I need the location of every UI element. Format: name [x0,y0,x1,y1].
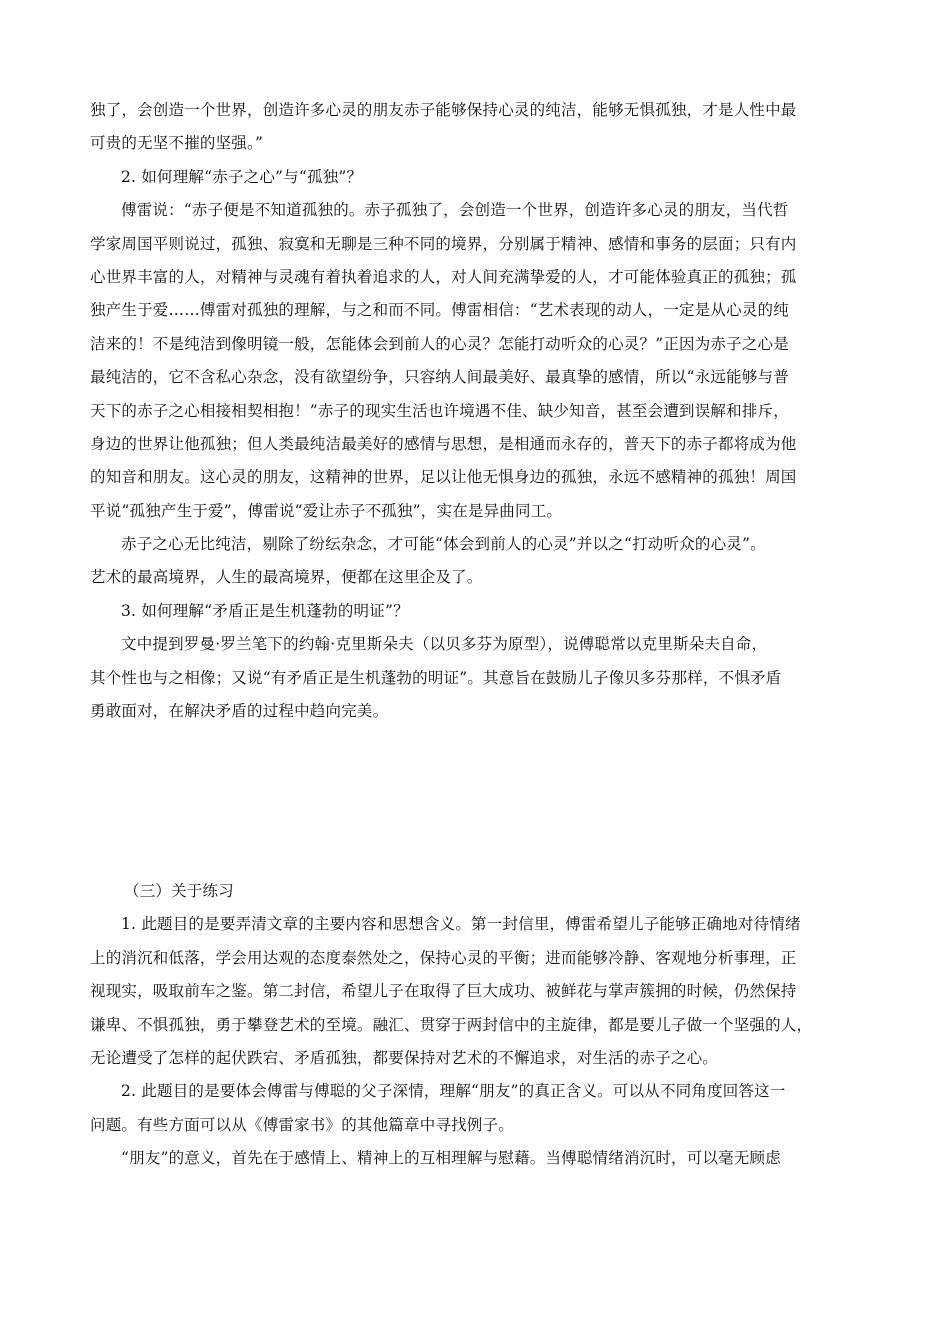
text-line: 赤子之心无比纯洁，剔除了纷纭杂念，才可能“体会到前人的心灵”并以之“打动听众的心灵”。 [121,535,766,554]
body-text-part-2 [90,875,860,1176]
text-line: 勇敢面对，在解决矛盾的过程中趋向完美。 [90,702,389,721]
text-line: 傅雷说：“赤子便是不知道孤独的。赤子孤独了，会创造一个世界，创造许多心灵的朋友，当代哲 [121,201,789,220]
text-line: 心世界丰富的人，对精神与灵魂有着执着追求的人，对人间充满挚爱的人，才可能体验真正的孤独；孤 [90,267,797,286]
text-line: 最纯洁的，它不含私心杂念，没有欲望纷争，只容纳人间最美好、最真挚的感情，所以“永远能够与普 [90,368,789,387]
text-line: 洁来的！不是纯洁到像明镜一般，怎能体会到前人的心灵？怎能打动听众的心灵？”正因为赤子之心是 [90,334,789,353]
text-line: 2. 此题目的是要体会傅雷与傅聪的父子深情，理解“朋友”的真正含义。可以从不同角度回答这一 [121,1082,786,1101]
text-line: 独了，会创造一个世界，创造许多心灵的朋友赤子能够保持心灵的纯洁，能够无惧孤独，才是人性中最 [90,101,797,119]
text-line: 文中提到罗曼·罗兰笔下的约翰·克里斯朵夫（以贝多芬为原型），说傅聪常以克里斯朵夫自命， [121,635,768,654]
text-line: 1. 此题目的是要弄清文章的主要内容和思想含义。第一封信里，傅雷希望儿子能够正确地对待情绪 [121,915,801,934]
text-line: 身边的世界让他孤独；但人类最纯洁最美好的感情与思想，是相通而永存的，普天下的赤子都将成为他 [90,434,797,453]
text-line: 视现实，吸取前车之鉴。第二封信，希望儿子在取得了巨大成功、被鲜花与掌声簇拥的时候，仍然保持 [90,982,797,1001]
text-line: 平说“孤独产生于爱”，傅雷说“爱让赤子不孤独”，实在是异曲同工。 [90,501,563,520]
body-text-part-1 [90,94,860,728]
text-line: 天下的赤子之心相接相契相抱！”赤子的现实生活也许境遇不佳、缺少知音，甚至会遭到误解和排斥， [90,401,789,420]
text-line: 谦卑、不惧孤独，勇于攀登艺术的至境。融汇、贯穿于两封信中的主旋律，都是要儿子做一个坚强的人， [90,1015,813,1034]
text-line: 艺术的最高境界，人生的最高境界，便都在这里企及了。 [90,568,483,587]
section-heading: （三）关于练习 [124,882,234,900]
text-line: 上的消沉和低落，学会用达观的态度泰然处之，保持心灵的平衡；进而能够冷静、客观地分析事理，正 [90,948,797,967]
text-line: 问题。有些方面可以从《傅雷家书》的其他篇章中寻找例子。 [90,1115,514,1134]
text-line: 可贵的无坚不摧的坚强。” [90,134,264,153]
text-line: 的知音和朋友。这心灵的朋友，这精神的世界，足以让他无惧身边的孤独，永远不感精神的孤独！周国 [90,468,797,487]
text-line: “朋友”的意义，首先在于感情上、精神上的互相理解与慰藉。当傅聪情绪消沉时，可以毫无顾虑 [121,1149,781,1168]
text-line: 其个性也与之相像；又说“有矛盾正是生机蓬勃的明证”。其意旨在鼓励儿子像贝多芬那样，不惧矛盾 [90,668,782,687]
text-line: 学家周国平则说过，孤独、寂寞和无聊是三种不同的境界，分别属于精神、感情和事务的层面；只有内 [90,234,797,253]
text-line: 独产生于爱……傅雷对孤独的理解，与之和而不同。傅雷相信：“艺术表现的动人，一定是从心灵的纯 [90,301,789,320]
text-line: 无论遭受了怎样的起伏跌宕、矛盾孤独，都要保持对艺术的不懈追求，对生活的赤子之心。 [90,1048,719,1067]
question-heading: 3. 如何理解“矛盾正是生机蓬勃的明证”？ [121,601,409,620]
question-heading: 2. 如何理解“赤子之心”与“孤独”？ [121,167,363,186]
